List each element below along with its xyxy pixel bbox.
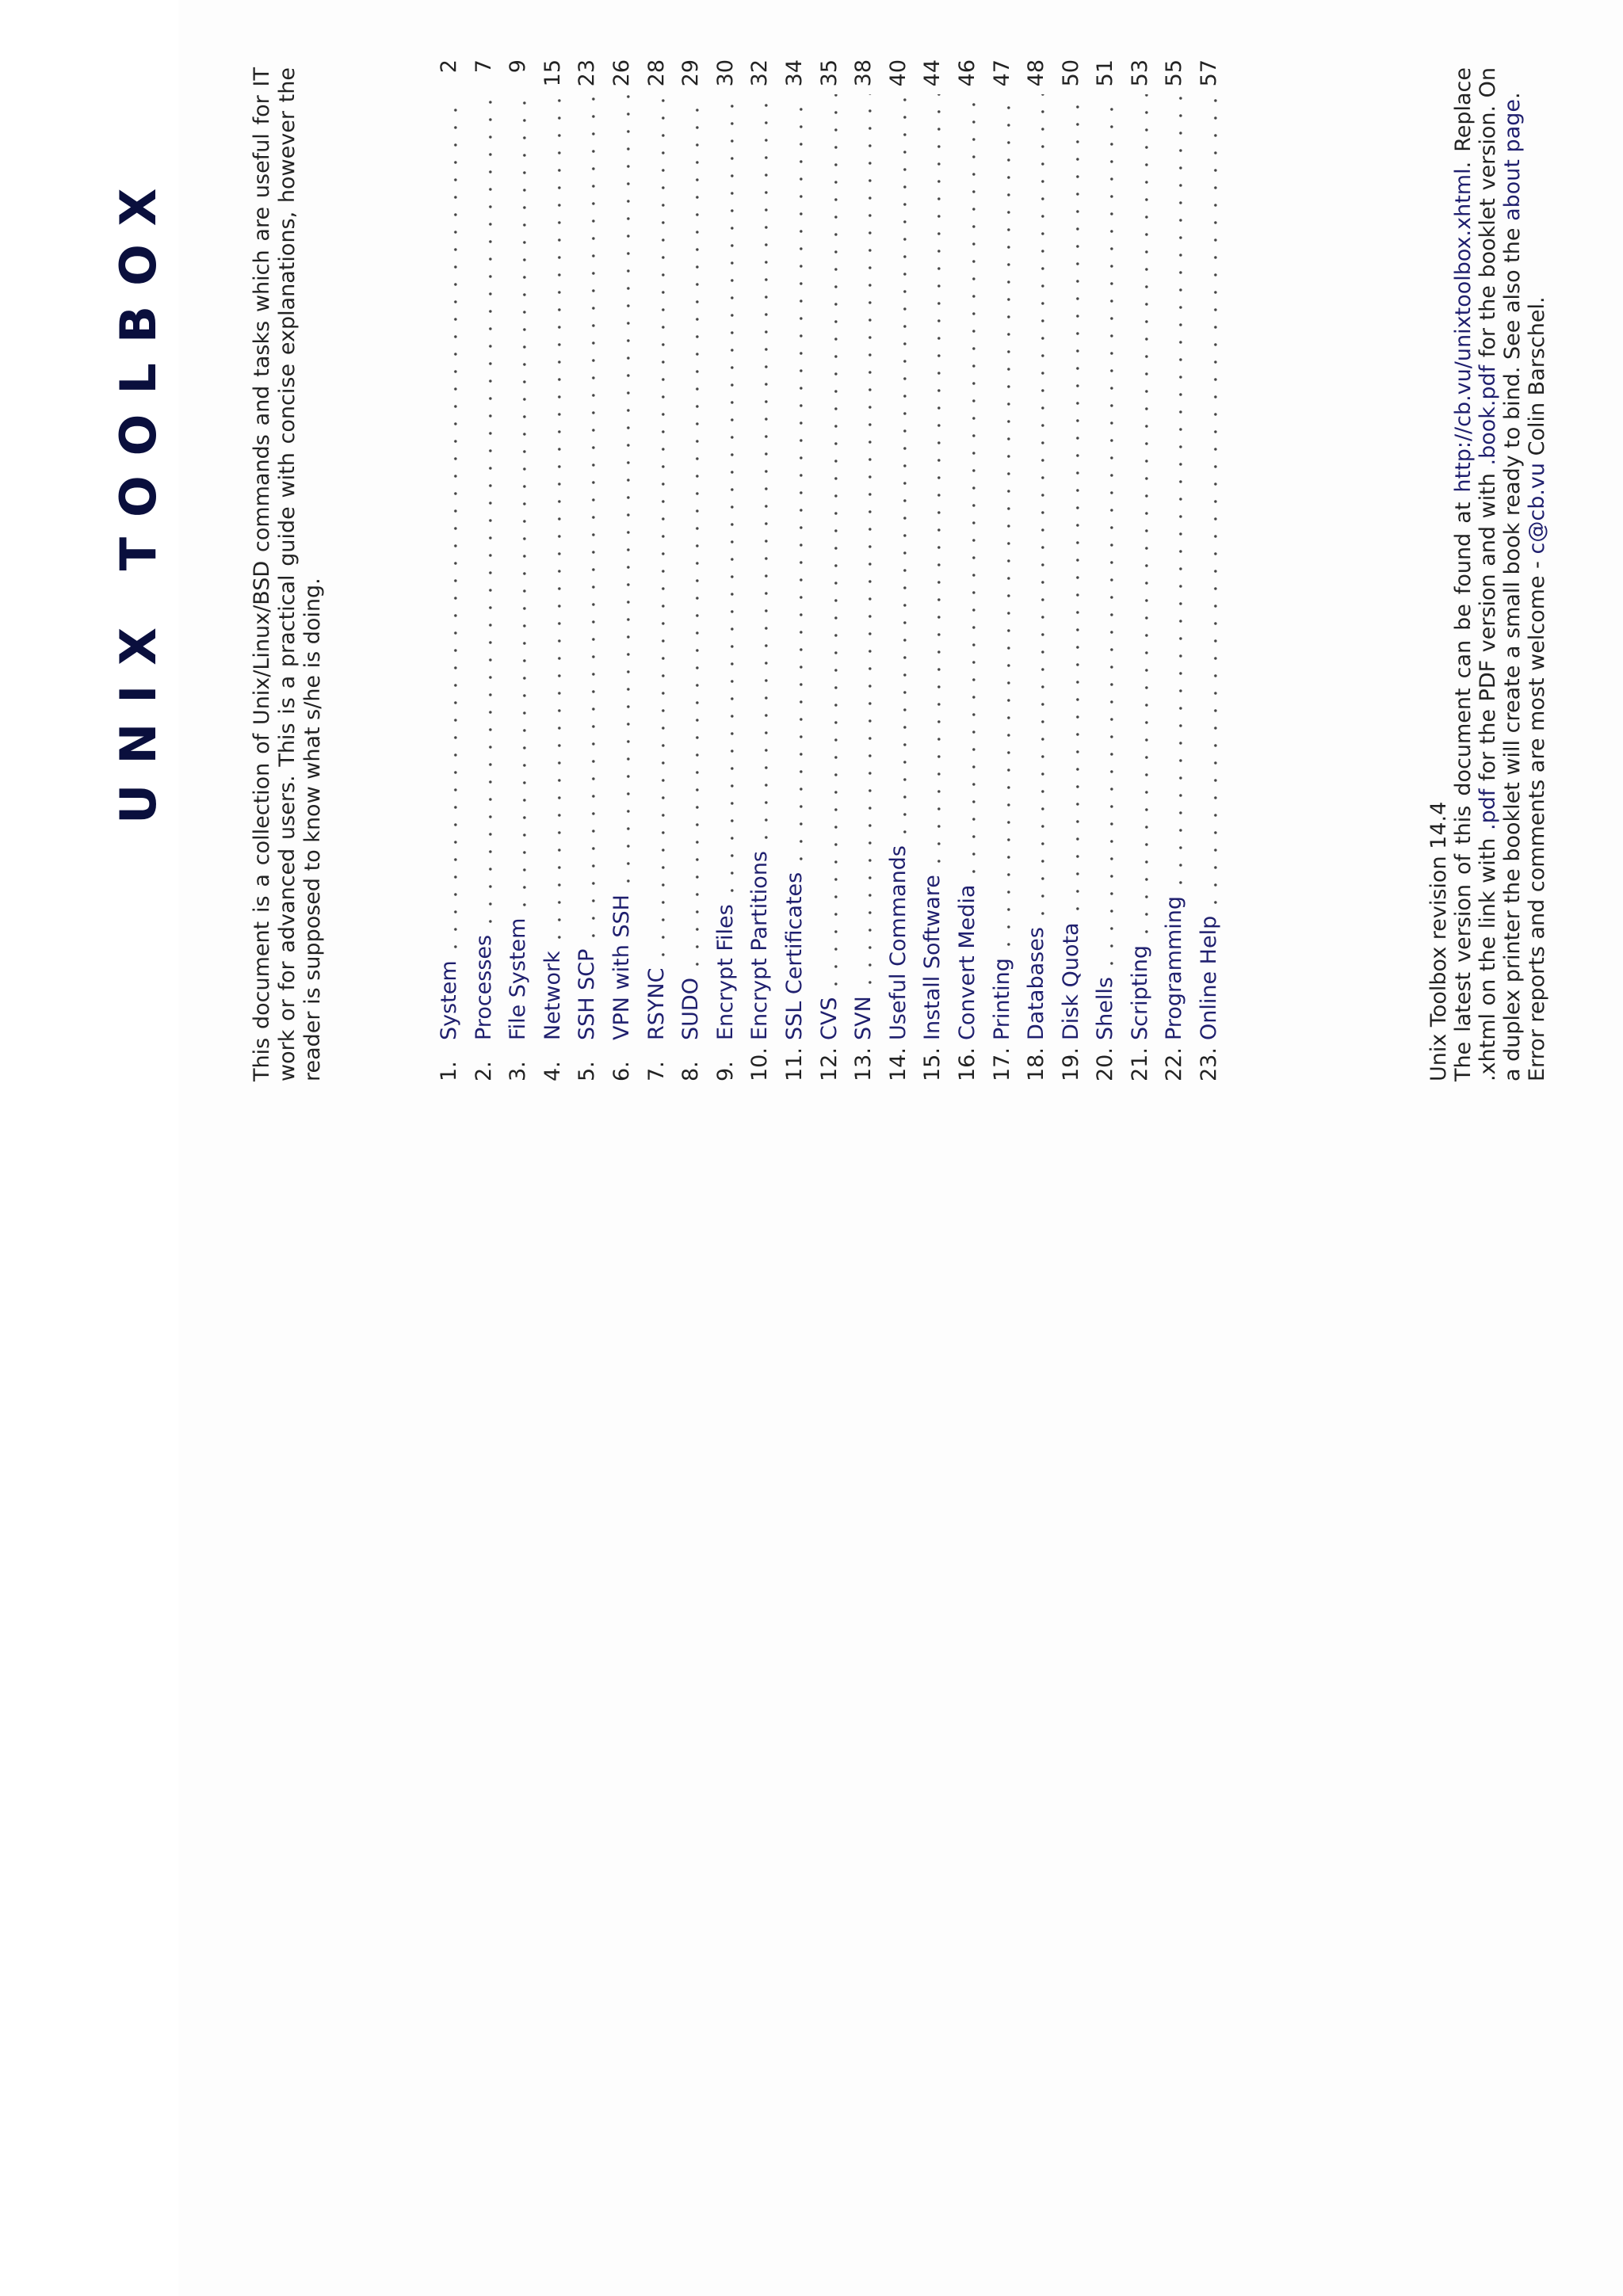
toc-leader-dots (1157, 94, 1192, 891)
toc-item[interactable] (501, 59, 536, 1081)
toc-number: 9. (712, 1061, 738, 1081)
toc-leader-dots (1054, 94, 1089, 917)
toc-item[interactable] (1088, 59, 1123, 1081)
toc-item[interactable] (812, 59, 847, 1081)
toc-link[interactable]: Online Help (1197, 915, 1222, 1040)
toc-item[interactable] (1157, 59, 1192, 1081)
toc-number: 3. (506, 1061, 531, 1081)
revision-line: Unix Toolbox revision 14.4 (1426, 801, 1451, 1081)
toc-link[interactable]: Programming (1162, 896, 1187, 1040)
document-footer (1426, 67, 1549, 1081)
toc-page-number: 38 (851, 59, 876, 87)
toc-page-number: 55 (1162, 59, 1187, 87)
toc-link[interactable]: Encrypt Files (712, 904, 738, 1040)
toc-leader-dots (777, 94, 812, 868)
toc-page-number: 40 (885, 59, 911, 87)
toc-item[interactable] (1123, 59, 1158, 1081)
toc-number: 17. (989, 1047, 1014, 1081)
toc-number: 19. (1058, 1047, 1083, 1081)
footer-text: for the PDF version and with (1476, 465, 1500, 789)
toc-leader-dots (605, 94, 640, 890)
toc-number: 12. (816, 1047, 842, 1081)
toc-number: 22. (1162, 1047, 1187, 1081)
toc-page-number: 51 (1093, 59, 1118, 87)
footer-text: Colin Barschel. (1525, 296, 1549, 463)
toc-page-number: 15 (540, 59, 565, 87)
rotated-sheet (0, 0, 1585, 1109)
toc-item[interactable] (915, 59, 950, 1081)
error-reports-line (1525, 67, 1549, 1081)
toc-item[interactable] (605, 59, 640, 1081)
toc-number: 6. (609, 1061, 634, 1081)
toc-item[interactable] (1019, 59, 1054, 1081)
toc-number: 7. (643, 1061, 669, 1081)
toc-page-number: 57 (1197, 59, 1222, 87)
about-page-link[interactable]: about page (1500, 99, 1525, 221)
footer-text: The latest version of this document can be found at (1451, 492, 1476, 1081)
toc-number: 14. (885, 1047, 911, 1081)
toc-link[interactable]: CVS (816, 997, 842, 1040)
toc-link[interactable]: Convert Media (954, 884, 980, 1040)
toc-link[interactable]: SUDO (678, 978, 704, 1040)
toc-leader-dots (570, 94, 605, 944)
toc-item[interactable] (708, 59, 743, 1081)
toc-item[interactable] (985, 59, 1020, 1081)
toc-item[interactable] (640, 59, 674, 1081)
toc-link[interactable]: Install Software (920, 875, 945, 1040)
pdf-link[interactable]: .pdf (1476, 788, 1500, 831)
toc-page-number: 23 (575, 59, 600, 87)
toc-leader-dots (743, 94, 777, 846)
toc-number: 1. (437, 1061, 461, 1081)
toc-item[interactable] (432, 59, 467, 1081)
toc-link[interactable]: SSL Certificates (781, 871, 807, 1040)
toc-page-number: 7 (471, 59, 496, 74)
toc-leader-dots (950, 94, 985, 880)
toc-number: 20. (1093, 1047, 1118, 1081)
toc-link[interactable]: Databases (1024, 927, 1049, 1040)
toc-page-number: 46 (954, 59, 980, 87)
toc-page-number: 35 (816, 59, 842, 87)
toc-item[interactable] (846, 59, 881, 1081)
toc-leader-dots (432, 94, 467, 955)
toc-item[interactable] (777, 59, 812, 1081)
toc-link[interactable]: RSYNC (643, 967, 669, 1040)
toc-item[interactable] (743, 59, 777, 1081)
toc-item[interactable] (536, 59, 571, 1081)
footer-text: . (1500, 92, 1525, 99)
toc-item[interactable] (467, 59, 502, 1081)
toc-leader-dots (985, 94, 1020, 953)
toc-page-number: 48 (1024, 59, 1049, 87)
toc-page-number: 2 (437, 59, 461, 74)
toc-page-number: 34 (781, 59, 807, 87)
toc-number: 8. (678, 1061, 704, 1081)
toc-link[interactable]: Printing (989, 958, 1014, 1040)
toc-item[interactable] (1192, 59, 1227, 1081)
toc-number: 2. (471, 1061, 496, 1081)
toc-page-number: 9 (506, 59, 531, 74)
toc-link[interactable]: File System (506, 917, 531, 1040)
toc-page-number: 26 (609, 59, 634, 87)
toc-item[interactable] (950, 59, 985, 1081)
toc-leader-dots (846, 94, 881, 991)
toc-page-number: 47 (989, 59, 1014, 87)
footer-text: for the booklet version. On a duplex printer the booklet will create a small book ready to bind. See also the (1476, 67, 1525, 1081)
toc-number: 11. (781, 1047, 807, 1081)
toc-leader-dots (467, 94, 502, 930)
toc-link[interactable]: VPN with SSH (609, 894, 634, 1040)
toc-leader-dots (881, 94, 916, 841)
toc-number: 5. (575, 1061, 600, 1081)
toc-link[interactable]: Scripting (1127, 944, 1152, 1040)
toc-link[interactable]: SVN (851, 996, 876, 1040)
toc-page-number: 28 (643, 59, 669, 87)
toc-link[interactable]: Disk Quota (1058, 922, 1083, 1040)
toc-page-number: 29 (678, 59, 704, 87)
toc-leader-dots (640, 94, 674, 963)
toc-item[interactable] (674, 59, 708, 1081)
toc-page-number: 32 (747, 59, 773, 87)
toc-link[interactable]: Shells (1093, 977, 1118, 1040)
toc-page-number: 50 (1058, 59, 1083, 87)
toc-leader-dots (501, 94, 536, 913)
toc-number: 18. (1024, 1047, 1049, 1081)
toc-item[interactable] (570, 59, 605, 1081)
toc-link[interactable]: System (437, 960, 461, 1040)
toc-number: 15. (920, 1047, 945, 1081)
toc-leader-dots (1019, 94, 1054, 922)
toc-link[interactable]: Useful Commands (885, 845, 911, 1040)
toc-leader-dots (812, 94, 847, 993)
toc-item[interactable] (1054, 59, 1089, 1081)
toc-leader-dots (536, 94, 571, 946)
toc-page-number: 53 (1127, 59, 1152, 87)
toc-leader-dots (674, 94, 708, 973)
toc-number: 16. (954, 1047, 980, 1081)
toc-link[interactable]: Encrypt Partitions (747, 851, 773, 1040)
latest-version-paragraph (1451, 67, 1525, 1081)
table-of-contents (432, 59, 1227, 1081)
toc-page-number: 30 (712, 59, 738, 87)
toc-leader-dots (1123, 94, 1158, 940)
toc-page-number: 44 (920, 59, 945, 87)
footer-text: . Replace .xhtml on the link with (1451, 67, 1500, 1081)
toc-link[interactable]: Processes (471, 934, 496, 1040)
toc-leader-dots (915, 94, 950, 870)
toc-link[interactable]: SSH SCP (575, 948, 600, 1040)
toc-number: 10. (747, 1047, 773, 1081)
toc-number: 13. (851, 1047, 876, 1081)
toc-number: 21. (1127, 1047, 1152, 1081)
document-title: UNIX TOOLBOX (109, 168, 167, 824)
toc-leader-dots (1192, 94, 1227, 911)
email-link[interactable]: c@cb.vu (1525, 462, 1549, 555)
toc-item[interactable] (881, 59, 916, 1081)
toc-number: 4. (540, 1061, 565, 1081)
toc-leader-dots (708, 94, 743, 899)
intro-paragraph: This document is a collection of Unix/Linux/BSD commands and tasks which are useful for IT work or for advanced users. This is a practical guide with concise explanations, however the reader is supposed to know what s/he is doing. (250, 67, 325, 1081)
toc-link[interactable]: Network (540, 951, 565, 1040)
book-pdf-link[interactable]: .book.pdf (1476, 364, 1500, 466)
footer-text: Error reports and comments are most welcome - (1525, 554, 1549, 1081)
toc-leader-dots (1088, 94, 1123, 972)
toolbox-url-link[interactable]: http://cb.vu/unixtoolbox.xhtml (1451, 168, 1476, 493)
toc-number: 23. (1197, 1047, 1222, 1081)
